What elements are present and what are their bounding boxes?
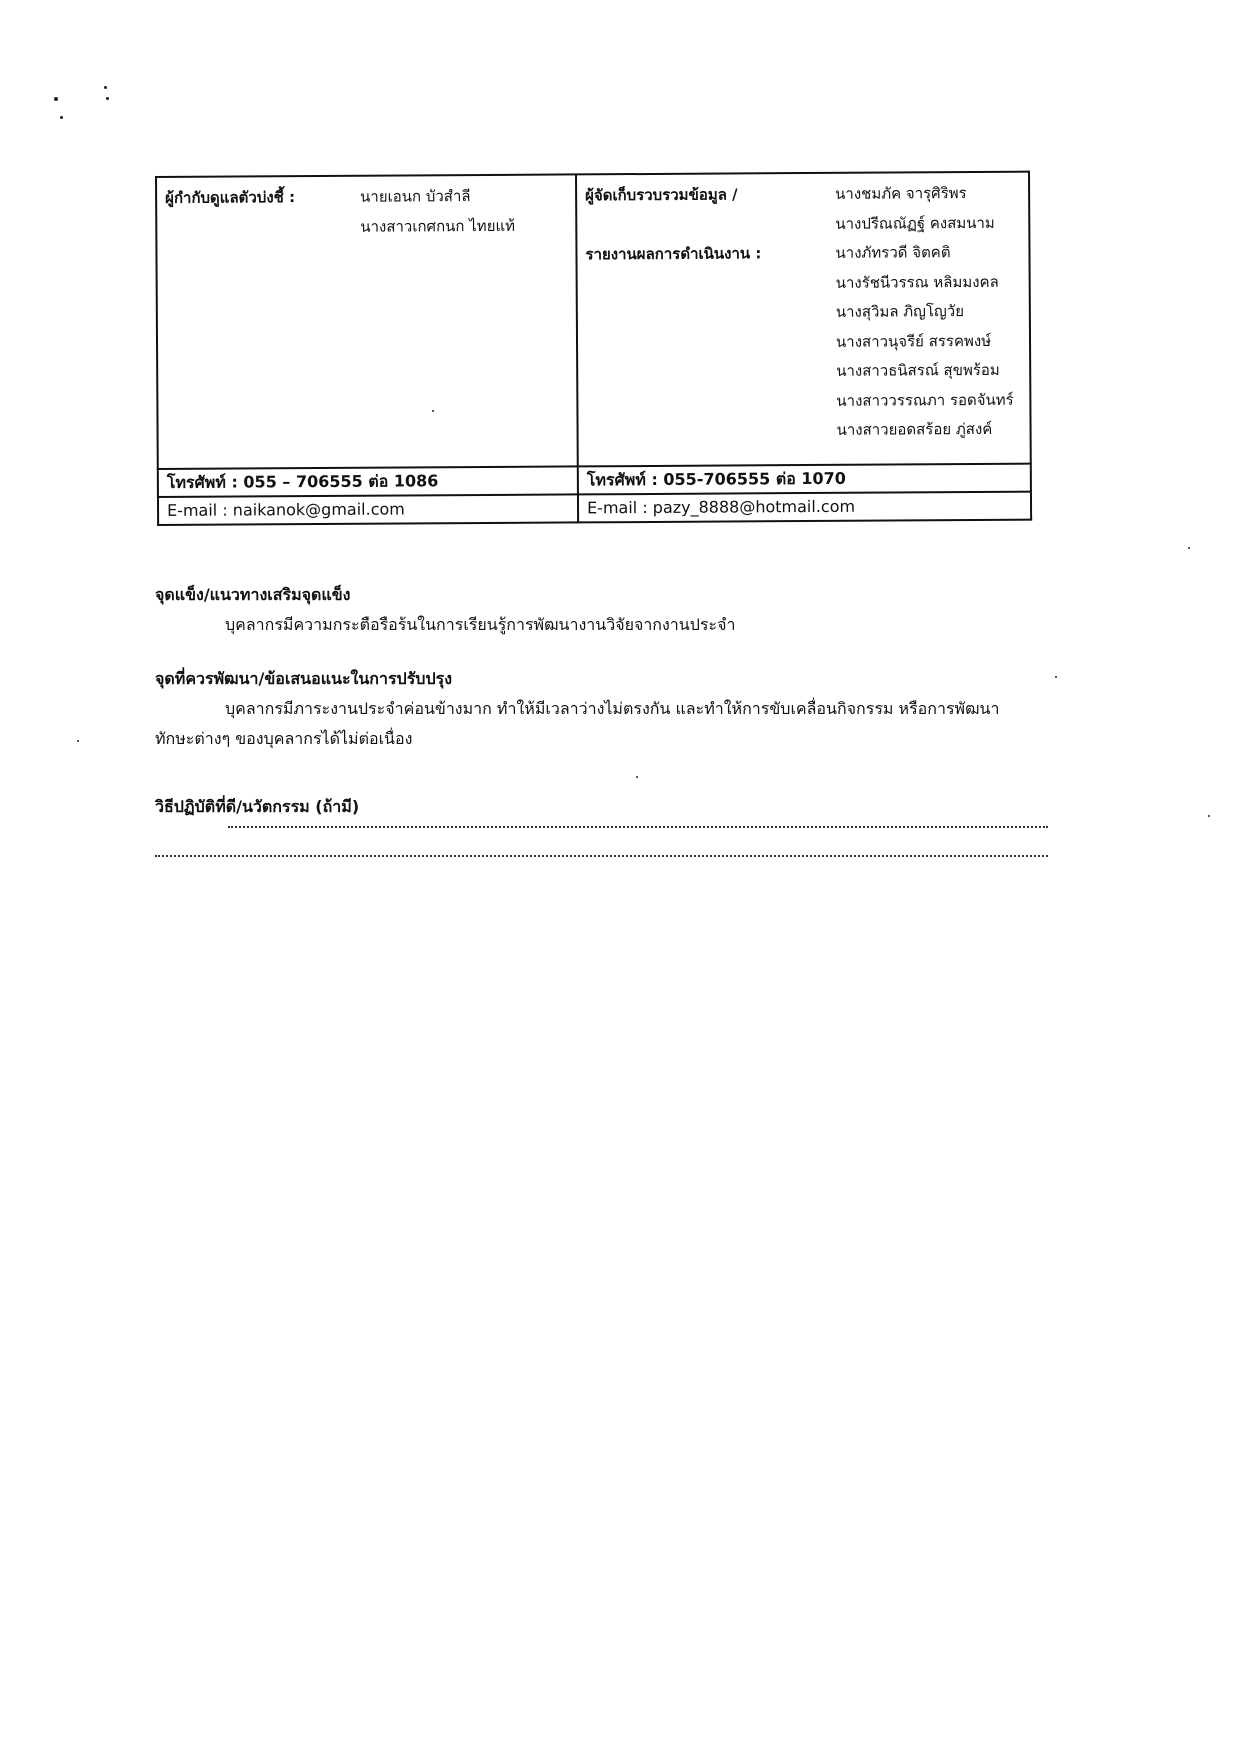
- scan-speck: [1055, 676, 1057, 678]
- collector-cell: [576, 172, 1031, 467]
- scan-speck: [77, 740, 79, 742]
- collector-name: นางรัชนีวรรณ หลิมมงคล: [835, 272, 999, 292]
- supervisor-cell: [156, 174, 578, 469]
- scan-speck: [54, 97, 58, 101]
- collector-name: นางชมภัค จารุศิริพร: [835, 184, 967, 203]
- improvements-heading: จุดที่ควรพัฒนา/ข้อเสนอแนะในการปรับปรุง: [155, 669, 453, 688]
- collector-name: นางสาวธนิสรณ์ สุขพร้อม: [836, 360, 1000, 380]
- strengths-section: [155, 580, 1055, 640]
- improvements-section: [155, 664, 1055, 754]
- collector-name: นางสาววรรณภา รอดจันทร์: [836, 390, 1014, 410]
- phone-left: โทรศัพท์ : 055 – 706555 ต่อ 1086: [158, 466, 578, 497]
- contact-table: [155, 171, 1032, 526]
- collector-names: [835, 179, 1014, 446]
- contact-main-row: [156, 172, 1031, 469]
- scan-speck: [106, 97, 109, 100]
- contact-email-row: [158, 492, 1031, 525]
- supervisor-names: [360, 182, 515, 242]
- scan-speck: [104, 86, 107, 89]
- scan-speck: [636, 776, 638, 778]
- label-spacer: [585, 209, 835, 240]
- collector-name: นางปรีณณัฏฐ์ คงสมนาม: [835, 213, 995, 233]
- supervisor-label: ผู้กำกับดูแลตัวบ่งชี้ :: [165, 188, 296, 207]
- phone-right: โทรศัพท์ : 055-706555 ต่อ 1070: [578, 464, 1031, 495]
- collector-name: นางสาวนุจรีย์ สรรคพงษ์: [835, 331, 992, 351]
- collector-name: นางสุวิมล ภิญโญวัย: [835, 302, 965, 321]
- supervisor-label-column: [165, 183, 360, 243]
- scan-speck: [1188, 547, 1190, 549]
- supervisor-name: นางสาวเกศกนก ไทยแท้: [360, 216, 516, 236]
- improvements-body-line-2: ทักษะต่างๆ ของบุคลากรได้ไม่ต่อเนื่อง: [155, 729, 413, 748]
- blank-fill-line: [155, 855, 1048, 857]
- improvements-body-line-1: บุคลากรมีภาระงานประจำค่อนข้างมาก ทำให้มีเวลาว่างไม่ตรงกัน และทำให้การขับเคลื่อนกิจกรรม หรือการพัฒนา: [225, 699, 1000, 718]
- scan-speck: [1208, 815, 1210, 817]
- best-practice-heading: วิธีปฏิบัติที่ดี/นวัตกรรม (ถ้ามี): [155, 797, 360, 816]
- supervisor-name: นายเอนก บัวสำลี: [360, 187, 471, 206]
- email-right: E-mail : pazy_8888@hotmail.com: [578, 492, 1031, 523]
- collector-label-line-1: ผู้จัดเก็บรวบรวมข้อมูล /: [585, 185, 738, 205]
- strengths-body: บุคลากรมีความกระตือรือร้นในการเรียนรู้การพัฒนางานวิจัยจากงานประจำ: [225, 615, 736, 634]
- collector-name: นางสาวยอดสร้อย ภู่สงค์: [836, 419, 993, 439]
- collector-label-line-2: รายงานผลการดำเนินงาน :: [585, 244, 762, 264]
- collector-label-column: [585, 180, 837, 447]
- collector-name: นางภัทรวดี จิตคติ: [835, 243, 951, 262]
- strengths-heading: จุดแข็ง/แนวทางเสริมจุดแข็ง: [155, 585, 351, 604]
- scan-speck: [60, 116, 63, 119]
- blank-fill-line: [228, 826, 1048, 828]
- best-practice-section: [155, 792, 1055, 822]
- email-left: E-mail : naikanok@gmail.com: [158, 494, 578, 525]
